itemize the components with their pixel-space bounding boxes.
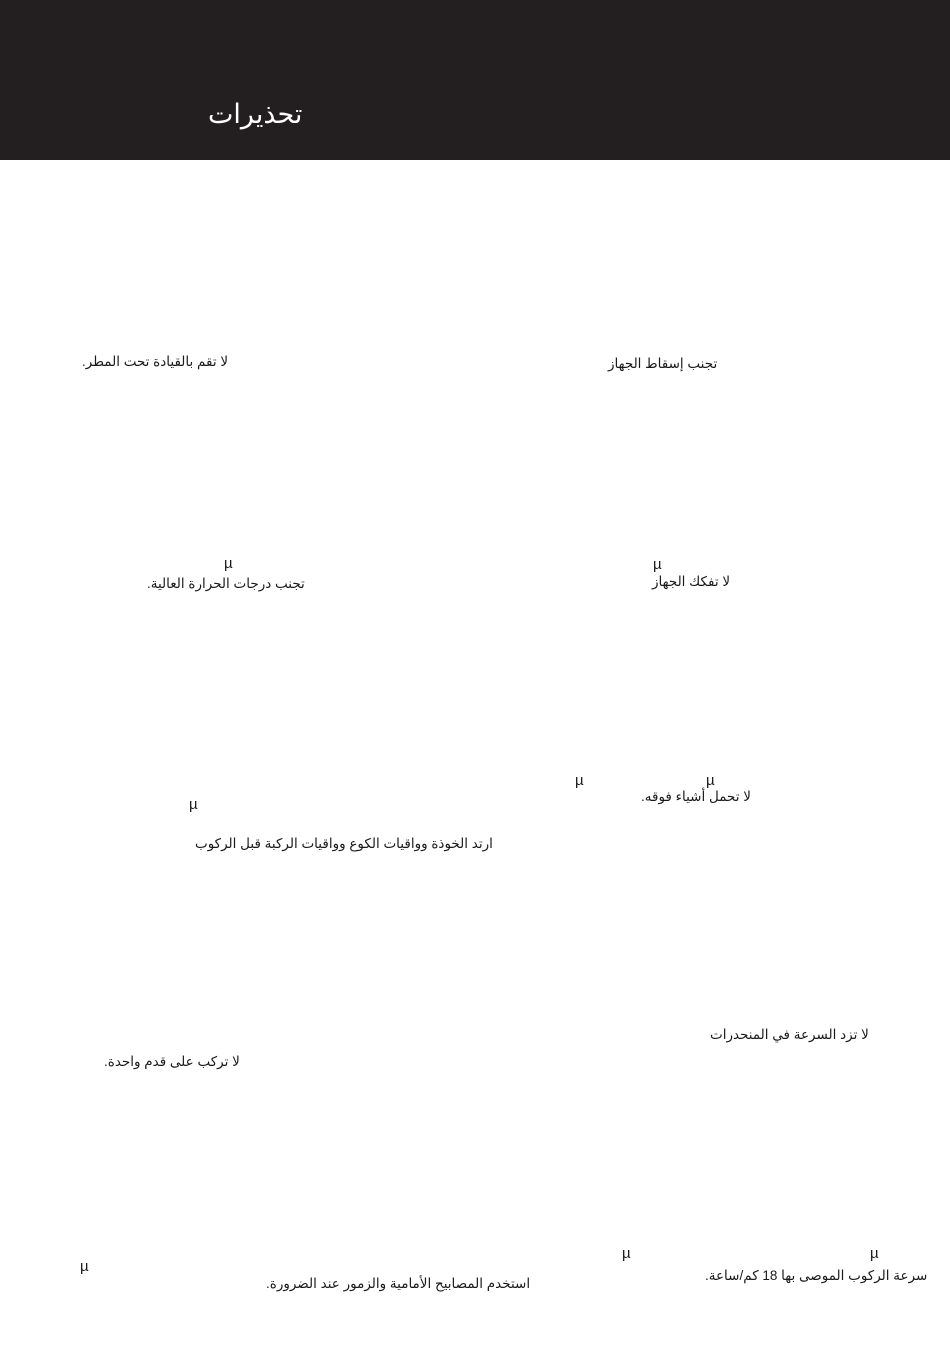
warning-no-heat: تجنب درجات الحرارة العالية. <box>147 576 305 591</box>
warning-no-load: لا تحمل أشياء فوقه. <box>641 789 751 804</box>
marker-glyph: µ <box>870 1245 879 1262</box>
marker-glyph: µ <box>706 772 715 789</box>
warning-no-one-foot: لا تركب على قدم واحدة. <box>104 1054 240 1069</box>
marker-glyph: µ <box>80 1258 89 1275</box>
warning-recommended-speed: سرعة الركوب الموصى بها 18 كم/ساعة. <box>705 1268 928 1283</box>
header-banner <box>0 0 950 160</box>
warning-no-drop: تجنب إسقاط الجهاز <box>608 356 718 371</box>
marker-glyph: µ <box>653 556 662 573</box>
warning-wear-gear: ارتد الخوذة وواقيات الكوع وواقيات الركبة قبل الركوب <box>195 836 493 851</box>
warning-no-disassemble: لا تفكك الجهاز <box>652 574 731 589</box>
warning-no-rain: لا تقم بالقيادة تحت المطر. <box>82 354 229 369</box>
marker-glyph: µ <box>575 772 584 789</box>
warning-no-downhill-speed: لا تزد السرعة في المنحدرات <box>710 1027 869 1042</box>
marker-glyph: µ <box>189 796 198 813</box>
page-title: تحذيرات <box>208 99 303 129</box>
marker-glyph: µ <box>622 1245 631 1262</box>
warning-lights-horn: استخدم المصابيح الأمامية والزمور عند الضرورة. <box>266 1276 531 1291</box>
marker-glyph: µ <box>224 555 233 572</box>
